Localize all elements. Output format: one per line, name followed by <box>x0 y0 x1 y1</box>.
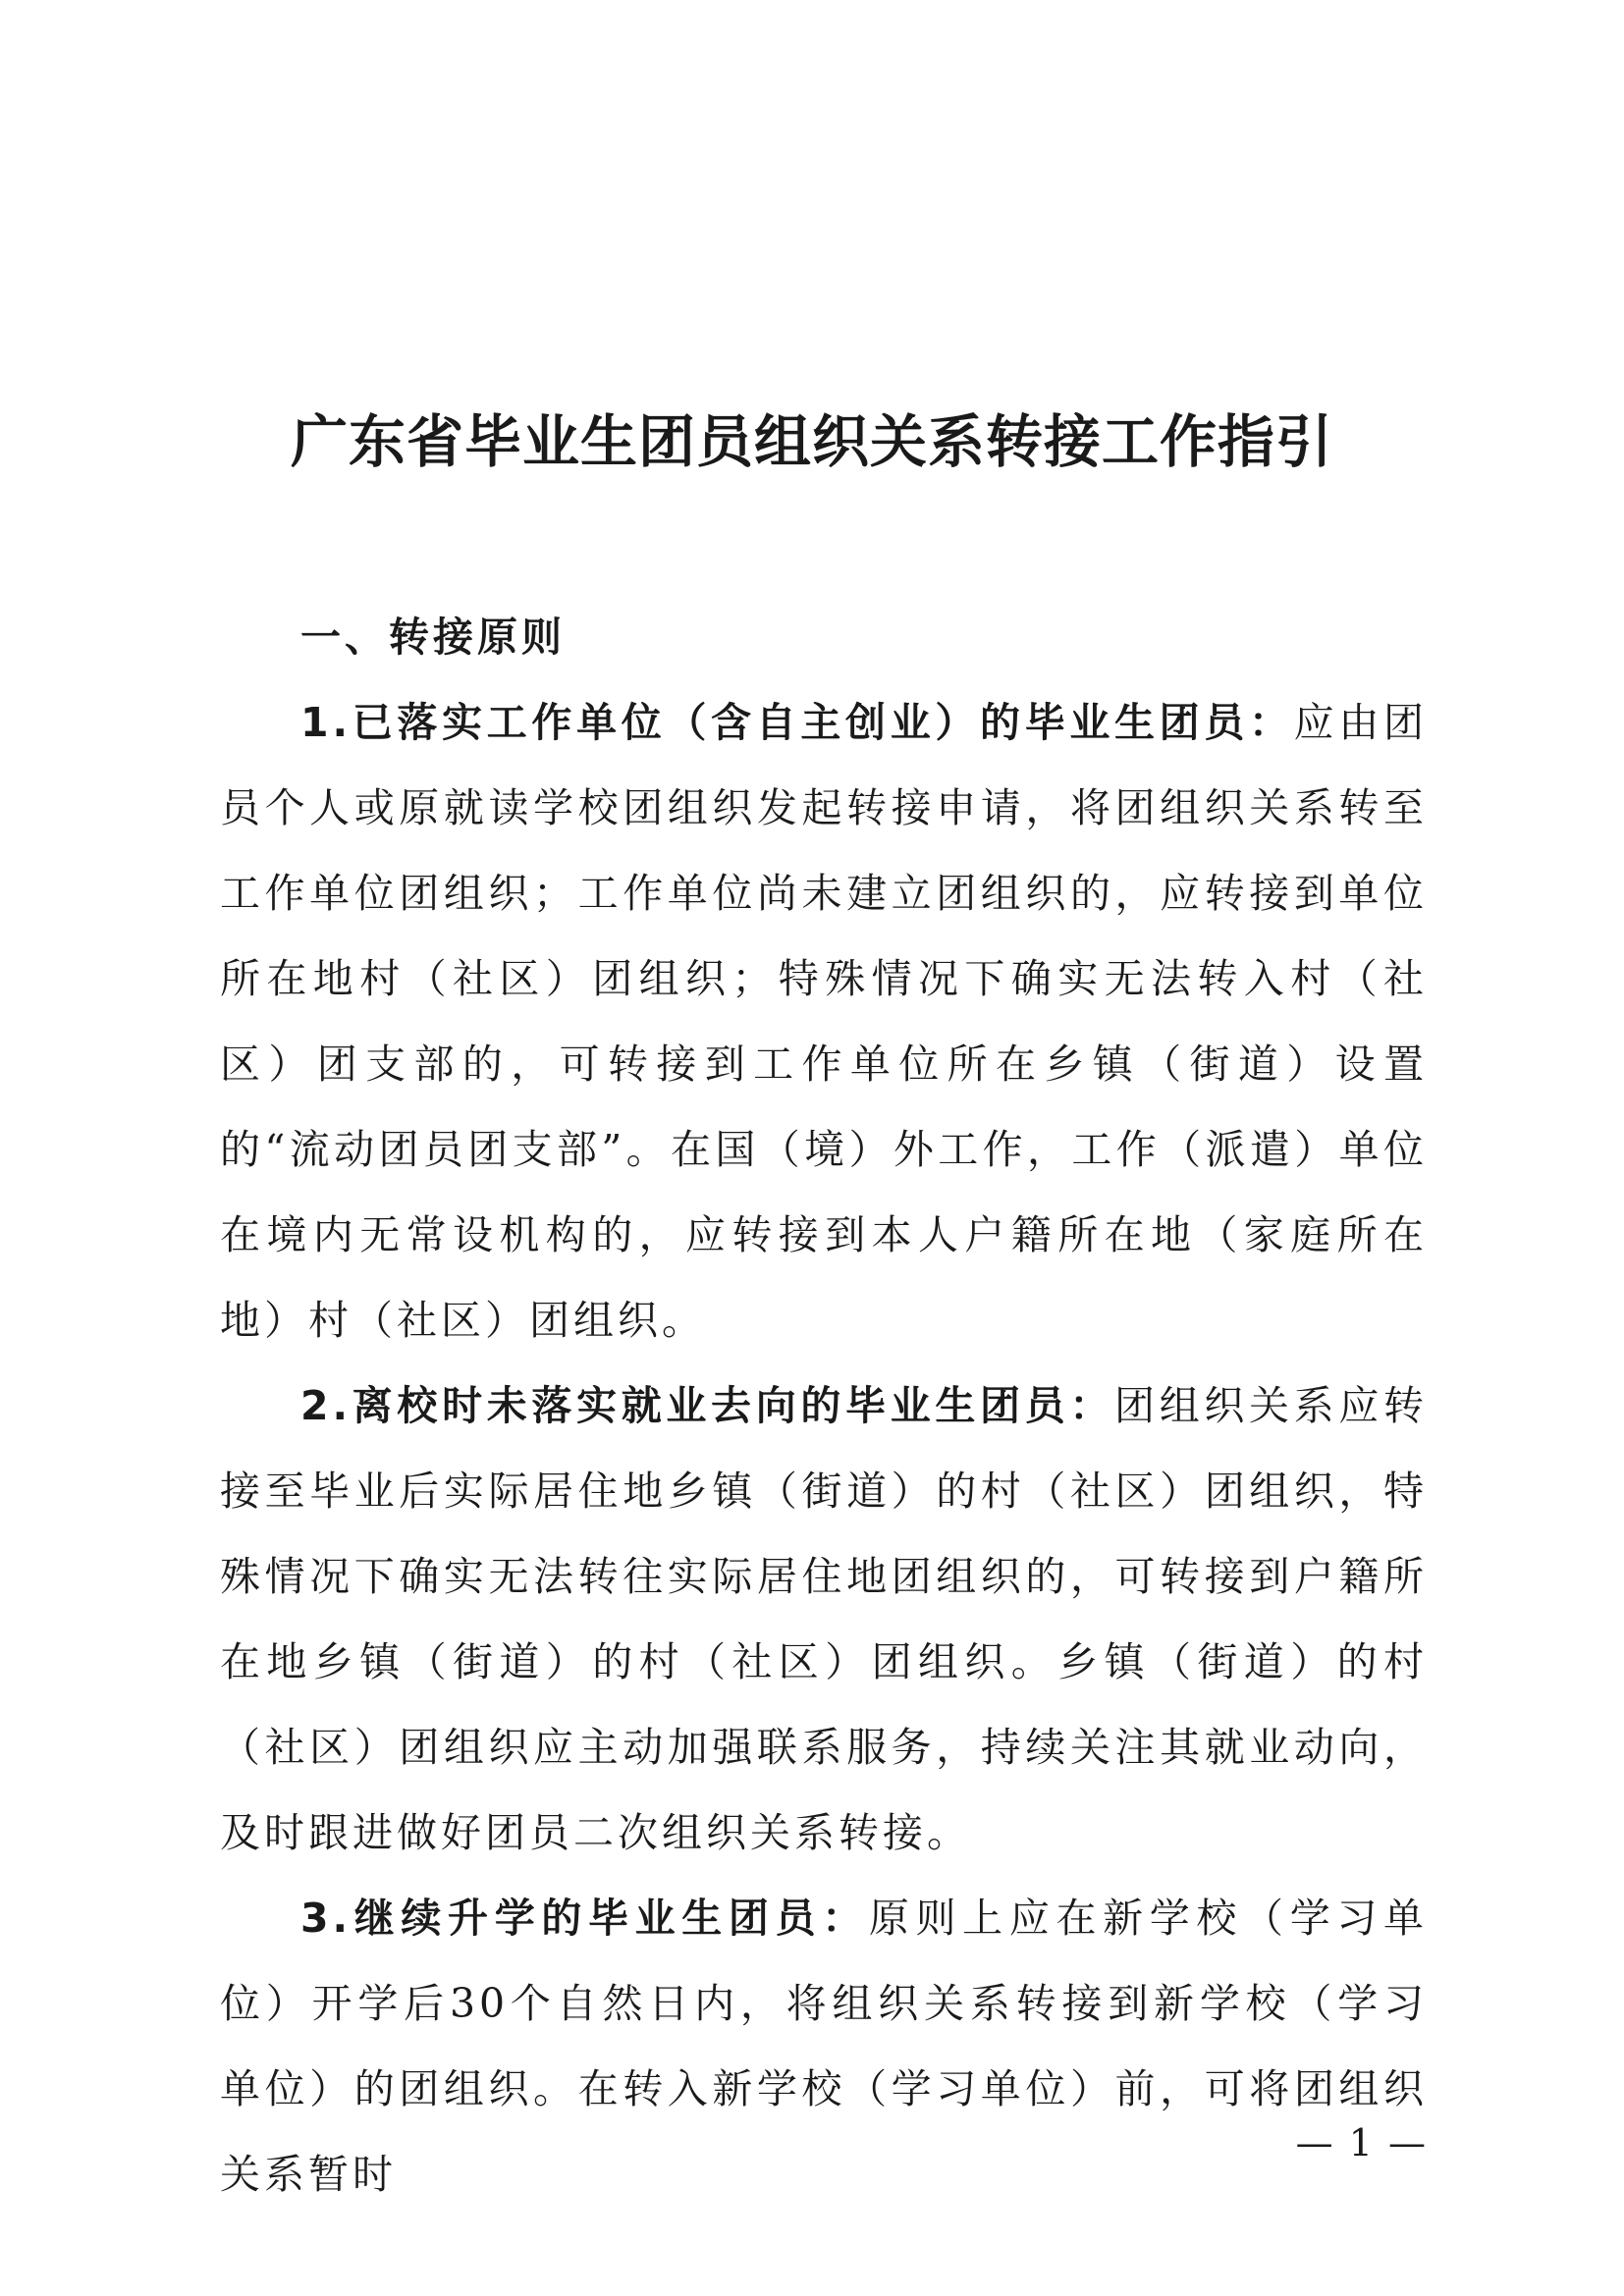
paragraph-2-body: 团组织关系应转接至毕业后实际居住地乡镇（街道）的村（社区）团组织，特殊情况下确实无法转往实际居住地团组织的，可转接到户籍所在地乡镇（街道）的村（社区）团组织。乡镇（街道）的村（社区）团组织应主动加强联系服务，持续关注其就业动向，及时跟进做好团员二次组织关系转接。 <box>220 1382 1429 1856</box>
paragraph-1-body: 应由团员个人或原就读学校团组织发起转接申请，将团组织关系转至工作单位团组织；工作单位尚未建立团组织的，应转接到单位所在地村（社区）团组织；特殊情况下确实无法转入村（社区）团支部的，可转接到工作单位所在乡镇（街道）设置的“流动团员团支部”。在国（境）外工作，工作（派遣）单位在境内无常设机构的，应转接到本人户籍所在地（家庭所在地）村（社区）团组织。 <box>220 699 1428 1344</box>
paragraph-3-body: 原则上应在新学校（学习单位）开学后30个自然日内，将组织关系转接到新学校（学习单位）的团组织。在转入新学校（学习单位）前，可将团组织关系暂时 <box>220 1895 1428 2198</box>
paragraph-1 <box>220 680 1428 1363</box>
page-number: — 1 — <box>1295 2121 1428 2164</box>
paragraph-2 <box>220 1363 1428 1876</box>
paragraph-3 <box>220 1876 1428 2217</box>
section-heading: 一、转接原则 <box>300 614 566 661</box>
paragraph-1-lead: 1.已落实工作单位（含自主创业）的毕业生团员： <box>300 699 1294 746</box>
paragraph-3-lead: 3.继续升学的毕业生团员： <box>300 1895 869 1942</box>
paragraph-2-lead: 2.离校时未落实就业去向的毕业生团员： <box>300 1382 1115 1429</box>
document-title: 广东省毕业生团员组织关系转接工作指引 <box>290 408 1333 475</box>
document-body <box>220 595 1428 2217</box>
